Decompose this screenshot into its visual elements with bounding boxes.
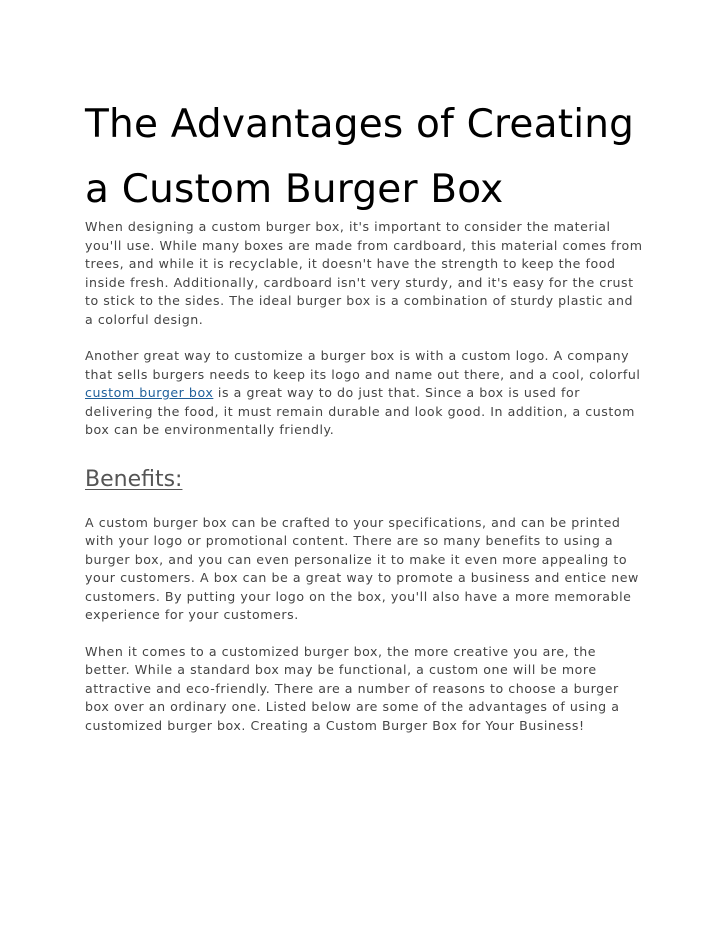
paragraph-logo-text-before: Another great way to customize a burger box is with a custom logo. A company that sells burgers needs to keep its logo and name out there, and a cool, colorful	[85, 348, 641, 382]
custom-burger-box-link[interactable]: custom burger box	[85, 385, 214, 400]
paragraph-creative: When it comes to a customized burger box, the more creative you are, the better. While a standard box may be functional, a custom one will be more attractive and eco-friendly. There are a number of reasons to choose a burger box over an ordinary one. Listed below are some of the advantages of using a customized burger box. Creating a Custom Burger Box for Your Business!	[85, 643, 620, 733]
paragraph-logo	[85, 347, 645, 440]
page-title: The Advantages of Creating a Custom Burger Box	[85, 102, 635, 212]
paragraph-logo-text-after: is a great way to do just that. Since a box is used for delivering the food, it must remain durable and look good. In addition, a custom box can be environmentally friendly.	[85, 385, 635, 437]
document-page	[85, 92, 645, 735]
paragraph-material: When designing a custom burger box, it's important to consider the material you'll use. While many boxes are made from cardboard, this material comes from trees, and while it is recyclable, it doesn't have the strength to keep the food inside fresh. Additionally, cardboard isn't very sturdy, and it's easy for the crust to stick to the sides. The ideal burger box is a combination of sturdy plastic and a colorful design.	[85, 219, 643, 327]
benefits-heading: Benefits:	[85, 466, 183, 492]
paragraph-benefits: A custom burger box can be crafted to your specifications, and can be printed with your logo or promotional content. There are so many benefits to using a burger box, and you can even personalize it to make it even more appealing to your customers. A box can be a great way to promote a business and entice new customers. By putting your logo on the box, you'll also have a more memorable experience for your customers.	[85, 514, 639, 622]
